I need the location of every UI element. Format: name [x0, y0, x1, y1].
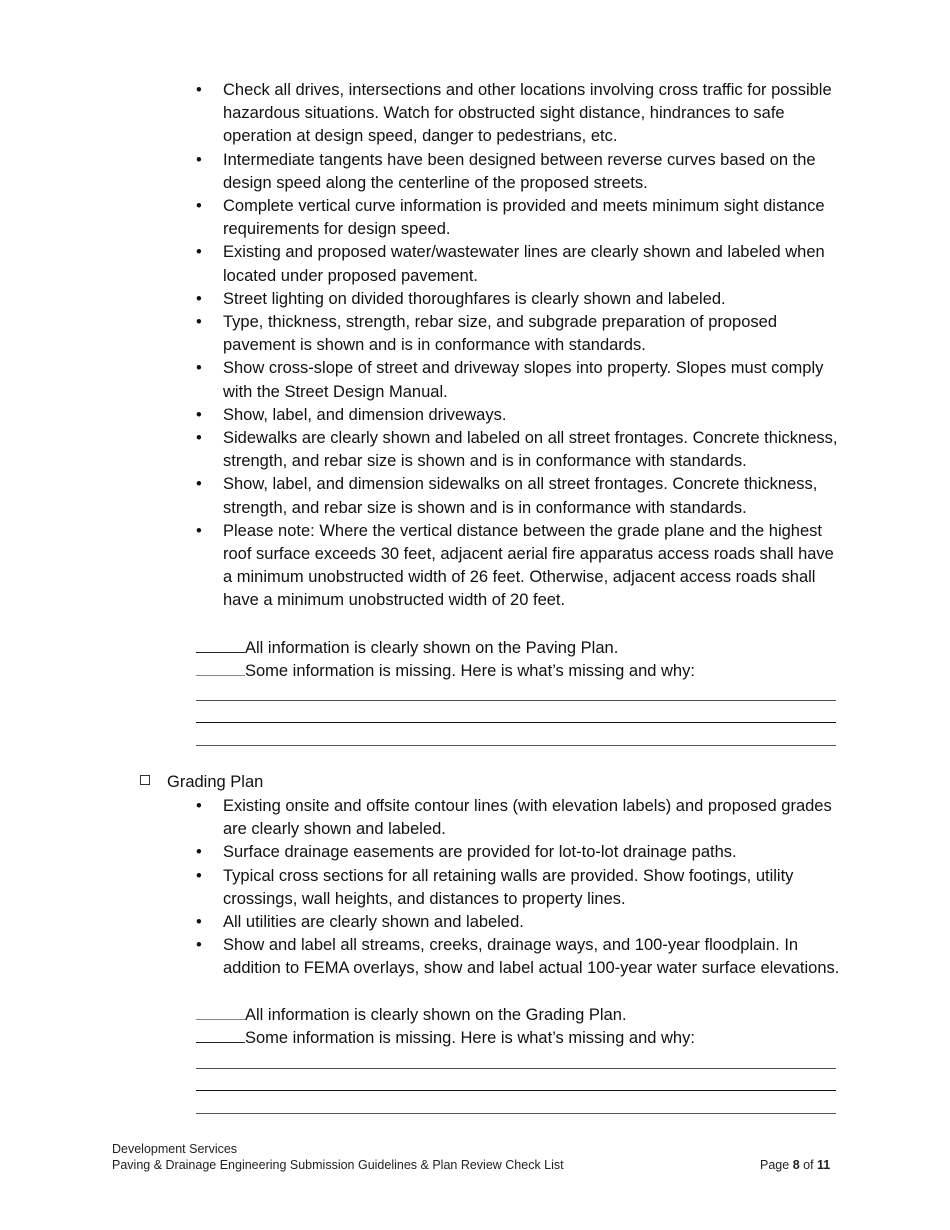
page-number [760, 1157, 830, 1173]
grading-complete-option [196, 1003, 627, 1027]
page-current: 8 [792, 1158, 800, 1172]
grading-complete-blank[interactable] [196, 1003, 245, 1020]
paving-item: • Sidewalks are clearly shown and labeled on all street frontages. Concrete thickness, strength, and rebar size is shown and is in conformance with standards. [196, 427, 846, 473]
paving-notes-line-3[interactable] [196, 745, 836, 746]
paving-missing-label: Some information is missing. Here is what’s missing and why: [245, 662, 695, 680]
page-of: of [803, 1158, 814, 1172]
paving-complete-option [196, 636, 618, 660]
paving-checklist [196, 79, 846, 613]
paving-notes-line-1[interactable] [196, 700, 836, 701]
grading-item: • Typical cross sections for all retaining walls are provided. Show footings, utility crossings, wall heights, and distances to property lines. [196, 865, 846, 911]
paving-item: • Complete vertical curve information is provided and meets minimum sight distance requirements for design speed. [196, 195, 846, 241]
grading-plan-checkbox[interactable] [140, 775, 150, 785]
grading-notes-line-3[interactable] [196, 1113, 836, 1114]
paving-notes-line-2[interactable] [196, 722, 836, 723]
grading-item: • All utilities are clearly shown and labeled. [196, 911, 846, 934]
paving-missing-blank[interactable] [196, 659, 245, 676]
grading-missing-label: Some information is missing. Here is what’s missing and why: [245, 1029, 695, 1047]
grading-plan-heading [140, 771, 263, 794]
paving-complete-blank[interactable] [196, 636, 245, 653]
grading-missing-option [196, 1026, 695, 1050]
paving-item: • Type, thickness, strength, rebar size, and subgrade preparation of proposed pavement is shown and is in conformance with standards. [196, 311, 846, 357]
grading-item: • Existing onsite and offsite contour lines (with elevation labels) and proposed grades are clearly shown and labeled. [196, 795, 846, 841]
grading-notes-line-2[interactable] [196, 1090, 836, 1091]
paving-item: • Existing and proposed water/wastewater lines are clearly shown and labeled when located under proposed pavement. [196, 241, 846, 287]
page-footer [112, 1141, 564, 1173]
paving-item: • Show, label, and dimension driveways. [196, 404, 846, 427]
paving-item: • Check all drives, intersections and other locations involving cross traffic for possible hazardous situations. Watch for obstructed sight distance, hindrances to safe operation at design speed, danger to pedestrians, etc. [196, 79, 846, 149]
paving-complete-label: All information is clearly shown on the Paving Plan. [245, 639, 619, 657]
grading-missing-blank[interactable] [196, 1026, 245, 1043]
grading-item: • Surface drainage easements are provided for lot-to-lot drainage paths. [196, 841, 846, 864]
footer-document-title: Paving & Drainage Engineering Submission Guidelines & Plan Review Check List [112, 1158, 564, 1172]
grading-complete-label: All information is clearly shown on the Grading Plan. [245, 1006, 627, 1024]
paving-item: • Street lighting on divided thoroughfares is clearly shown and labeled. [196, 288, 846, 311]
grading-plan-title: Grading Plan [167, 773, 264, 791]
grading-item: • Show and label all streams, creeks, drainage ways, and 100-year floodplain. In addition to FEMA overlays, show and label actual 100-year water surface elevations. [196, 934, 846, 980]
paving-item: • Show, label, and dimension sidewalks on all street frontages. Concrete thickness, strength, and rebar size is shown and is in conformance with standards. [196, 473, 846, 519]
footer-department: Development Services [112, 1142, 238, 1156]
paving-missing-option [196, 659, 695, 683]
grading-checklist [196, 795, 846, 981]
page-total: 11 [817, 1158, 831, 1172]
paving-item: • Show cross-slope of street and driveway slopes into property. Slopes must comply with the Street Design Manual. [196, 357, 846, 403]
paving-item: • Intermediate tangents have been designed between reverse curves based on the design speed along the centerline of the proposed streets. [196, 149, 846, 195]
grading-notes-line-1[interactable] [196, 1068, 836, 1069]
page-prefix: Page [760, 1158, 790, 1172]
paving-item: • Please note: Where the vertical distance between the grade plane and the highest roof surface exceeds 30 feet, adjacent aerial fire apparatus access roads shall have a minimum unobstructed width of 26 feet. Otherwise, adjacent access roads shall have a minimum unobstructed width of 20 feet. [196, 520, 846, 613]
